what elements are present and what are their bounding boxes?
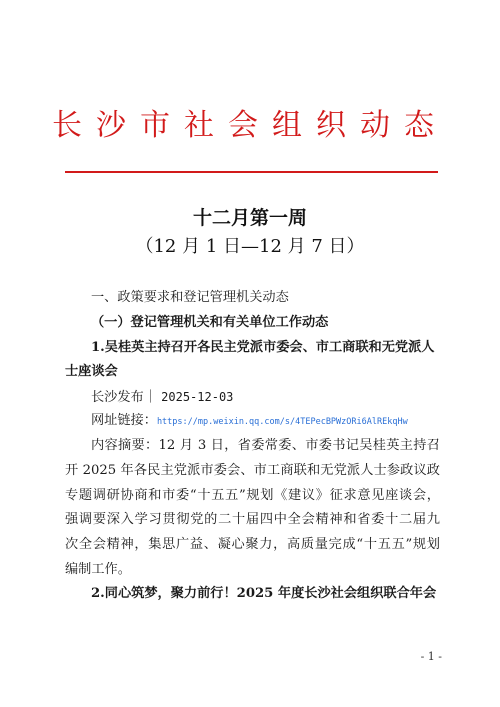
summary-line: 专题调研协商和市委“十五五”规划《建议》征求意见座谈会， — [65, 488, 440, 503]
page-number: - 1 - — [420, 650, 442, 663]
item-1-title-line-1: 1.吴桂英主持召开各民主党派市委会、市工商联和无党派人 — [91, 340, 435, 355]
item-1-url-row — [91, 409, 440, 435]
summary-line: 次全会精神，集思广益、凝心聚力，高质量完成“十五五”规划 — [65, 537, 440, 552]
summary-line: 强调要深入学习贯彻党的二十届四中全会精神和省委十二届九 — [65, 512, 440, 527]
url-label: 网址链接： — [91, 413, 157, 428]
source-date: 2025-12-03 — [161, 390, 234, 404]
summary-line: 开 2025 年各民主党派市委会、市工商联和无党派人士参政议政 — [65, 463, 440, 478]
issue-week: 十二月第一周 — [192, 207, 307, 229]
subsection-heading: （一）登记管理机关和有关单位工作动态 — [91, 315, 329, 330]
summary-line: 编制工作。 — [65, 562, 131, 577]
item-2-title: 2.同心筑梦，聚力前行！2025 年度长沙社会组织联合年会 — [91, 586, 437, 601]
issue-date-range: （12 月 1 日—12 月 7 日） — [135, 236, 365, 257]
article-link[interactable]: https://mp.weixin.qq.com/s/4TEPecBPWzORi6AlREkqHw — [156, 417, 408, 427]
section-heading: 一、政策要求和登记管理机关动态 — [91, 290, 289, 305]
item-1-source — [91, 385, 440, 411]
masthead-title: 长沙市社会组织动态 — [52, 108, 448, 143]
masthead-divider — [65, 171, 438, 173]
item-1-title-line-2: 士座谈会 — [65, 364, 118, 379]
summary-line: 内容摘要：12 月 3 日，省委常委、市委书记吴桂英主持召 — [91, 438, 440, 453]
source-label: 长沙发布｜ — [91, 390, 157, 405]
